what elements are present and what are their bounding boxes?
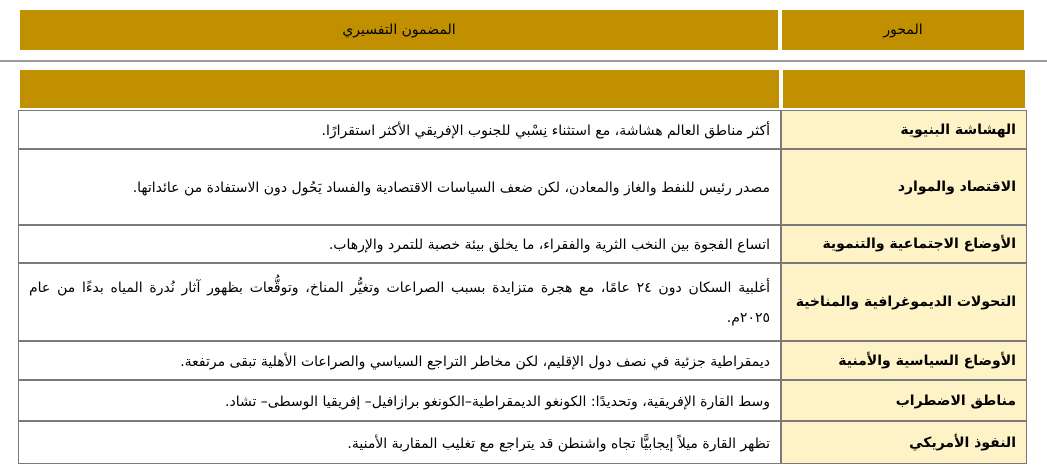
- blank-gold-cell: [781, 68, 1027, 110]
- table-row: [18, 341, 1027, 380]
- content-cell: اتساع الفجوة بين النخب الثرية والفقراء، ما يخلق بيئة خصبة للتمرد والإرهاب.: [18, 225, 781, 263]
- content-cell: أكثر مناطق العالم هشاشة، مع استثناء نِسْبي للجنوب الإفريقي الأكثر استقرارًا.: [18, 110, 781, 149]
- content-table: [18, 68, 1027, 464]
- content-cell: ديمقراطية جزئية في نصف دول الإقليم، لكن مخاطر التراجع السياسي والصراعات الأهلية تبقى مرتفعة.: [18, 341, 781, 380]
- header-axis-cell: المحور: [780, 8, 1026, 52]
- header-table: [18, 8, 1026, 52]
- separator-line: [0, 60, 1047, 62]
- table-row: [18, 421, 1027, 464]
- blank-gold-cell: [18, 68, 781, 110]
- axis-cell: الأوضاع السياسية والأمنية: [781, 341, 1027, 380]
- axis-cell: الاقتصاد والموارد: [781, 149, 1027, 225]
- table-row: [18, 149, 1027, 225]
- content-cell: مصدر رئيس للنفط والغاز والمعادن، لكن ضعف السياسات الاقتصادية والفساد يَحُول دون الاستفادة من عائداتها.: [18, 149, 781, 225]
- axis-cell: التحولات الديموغرافية والمناخية: [781, 263, 1027, 341]
- content-cell: تظهر القارة ميلاً إيجابيًّا تجاه واشنطن قد يتراجع مع تغليب المقاربة الأمنية.: [18, 421, 781, 464]
- table-row: [18, 380, 1027, 421]
- header-content-cell: المضمون التفسيري: [18, 8, 780, 52]
- content-cell: أغلبية السكان دون ٢٤ عامًا، مع هجرة متزايدة بسبب الصراعات وتغيُّر المناخ، وتوقُّعات بظهور آثار نُدرة المياه بدءًا من عام ٢٠٢٥م.: [18, 263, 781, 341]
- table-row: [18, 225, 1027, 263]
- axis-cell: الهشاشة البنيوية: [781, 110, 1027, 149]
- table-row: [18, 110, 1027, 149]
- table-row-blank: [18, 68, 1027, 110]
- content-cell: وسط القارة الإفريقية، وتحديدًا: الكونغو الديمقراطية–الكونغو برازافيل– إفريقيا الوسطى– تشاد.: [18, 380, 781, 421]
- axis-cell: مناطق الاضطراب: [781, 380, 1027, 421]
- axis-cell: النفوذ الأمريكي: [781, 421, 1027, 464]
- table-row: [18, 263, 1027, 341]
- axis-cell: الأوضاع الاجتماعية والتنموية: [781, 225, 1027, 263]
